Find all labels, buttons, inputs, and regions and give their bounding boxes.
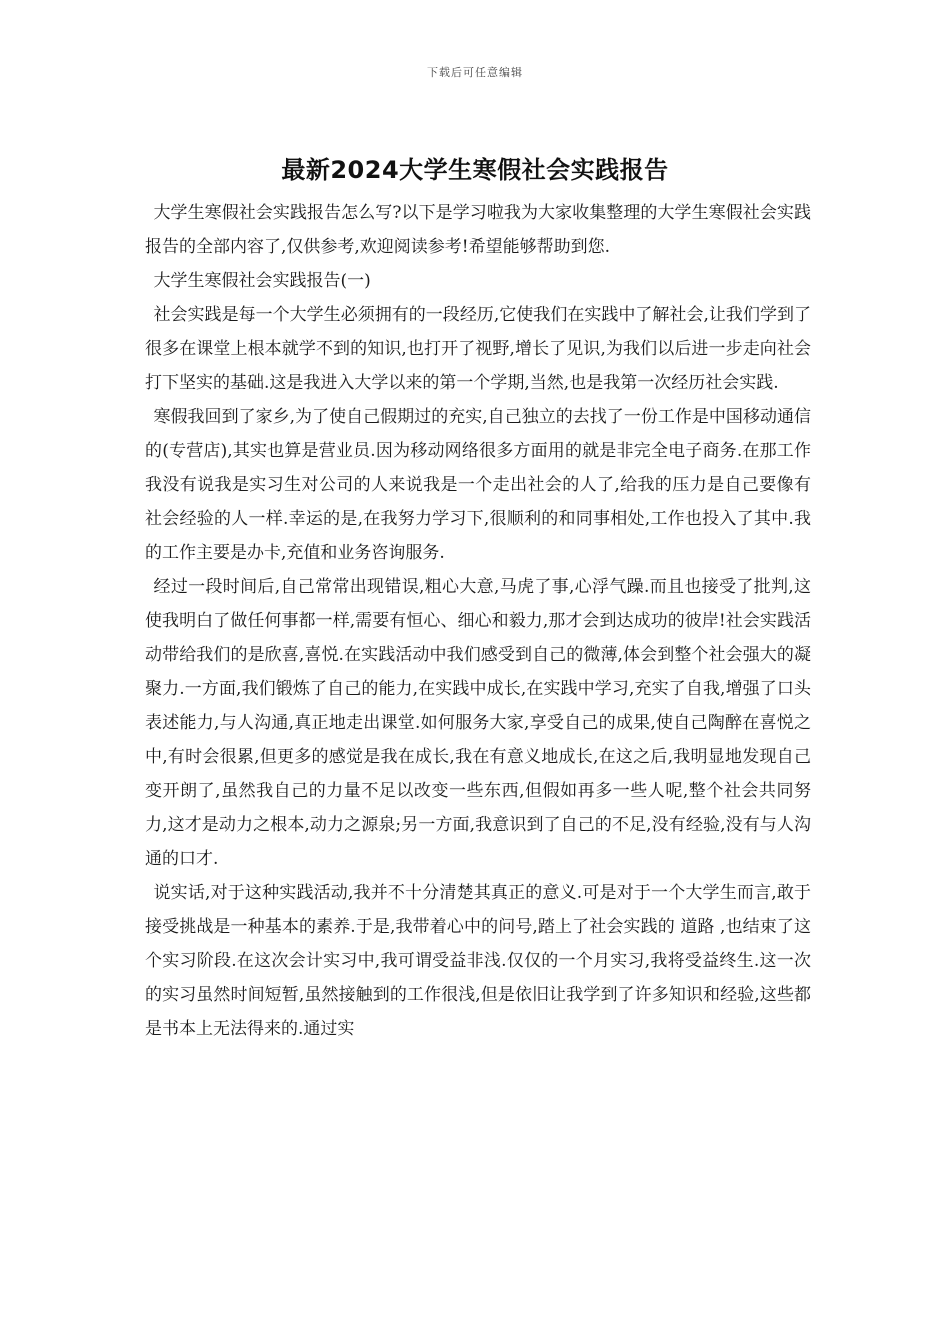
paragraph-4: 说实话,对于这种实践活动,我并不十分清楚其真正的意义.可是对于一个大学生而言,敢于接受挑战是一种基本的素养.于是,我带着心中的问号,踏上了社会实践的 道路 ,也结束了这个实习阶段.在这次会计实习中,我可谓受益非浅.仅仅的一个月实习,我将受益终生.这一次的实习虽然时间短暂,虽然接触到的工作很浅,但是依旧让我学到了许多知识和经验,这些都是书本上无法得来的.通过实 [145, 883, 811, 1039]
document-body [145, 196, 811, 1046]
paragraph-2: 寒假我回到了家乡,为了使自己假期过的充实,自己独立的去找了一份工作是中国移动通信的(专营店),其实也算是营业员.因为移动网络很多方面用的就是非完全电子商务.在那工作我没有说我是实习生对公司的人来说我是一个走出社会的人了,给我的压力是自己要像有社会经验的人一样.幸运的是,在我努力学习下,很顺利的和同事相处,工作也投入了其中.我的工作主要是办卡,充值和业务咨询服务. [145, 407, 811, 563]
section-heading: 大学生寒假社会实践报告(一) [153, 271, 371, 291]
paragraph-1: 社会实践是每一个大学生必须拥有的一段经历,它使我们在实践中了解社会,让我们学到了很多在课堂上根本就学不到的知识,也打开了视野,增长了见识,为我们以后进一步走向社会打下坚实的基础.这是我进入大学以来的第一个学期,当然,也是我第一次经历社会实践. [145, 305, 811, 393]
header-note: 下载后可任意编辑 [427, 66, 523, 79]
paragraph-intro: 大学生寒假社会实践报告怎么写?以下是学习啦我为大家收集整理的大学生寒假社会实践报告的全部内容了,仅供参考,欢迎阅读参考!希望能够帮助到您. [145, 203, 811, 257]
document-title: 最新2024大学生寒假社会实践报告 [281, 156, 669, 184]
paragraph-3: 经过一段时间后,自己常常出现错误,粗心大意,马虎了事,心浮气躁.而且也接受了批判,这使我明白了做任何事都一样,需要有恒心、细心和毅力,那才会到达成功的彼岸!社会实践活动带给我们的是欣喜,喜悦.在实践活动中我们感受到自己的微薄,体会到整个社会强大的凝聚力.一方面,我们锻炼了自己的能力,在实践中成长,在实践中学习,充实了自我,增强了口头表述能力,与人沟通,真正地走出课堂.如何服务大家,享受自己的成果,使自己陶醉在喜悦之中,有时会很累,但更多的感觉是我在成长,我在有意义地成长,在这之后,我明显地发现自己变开朗了,虽然我自己的力量不足以改变一些东西,但假如再多一些人呢,整个社会共同努力,这才是动力之根本,动力之源泉;另一方面,我意识到了自己的不足,没有经验,没有与人沟通的口才. [145, 577, 811, 869]
